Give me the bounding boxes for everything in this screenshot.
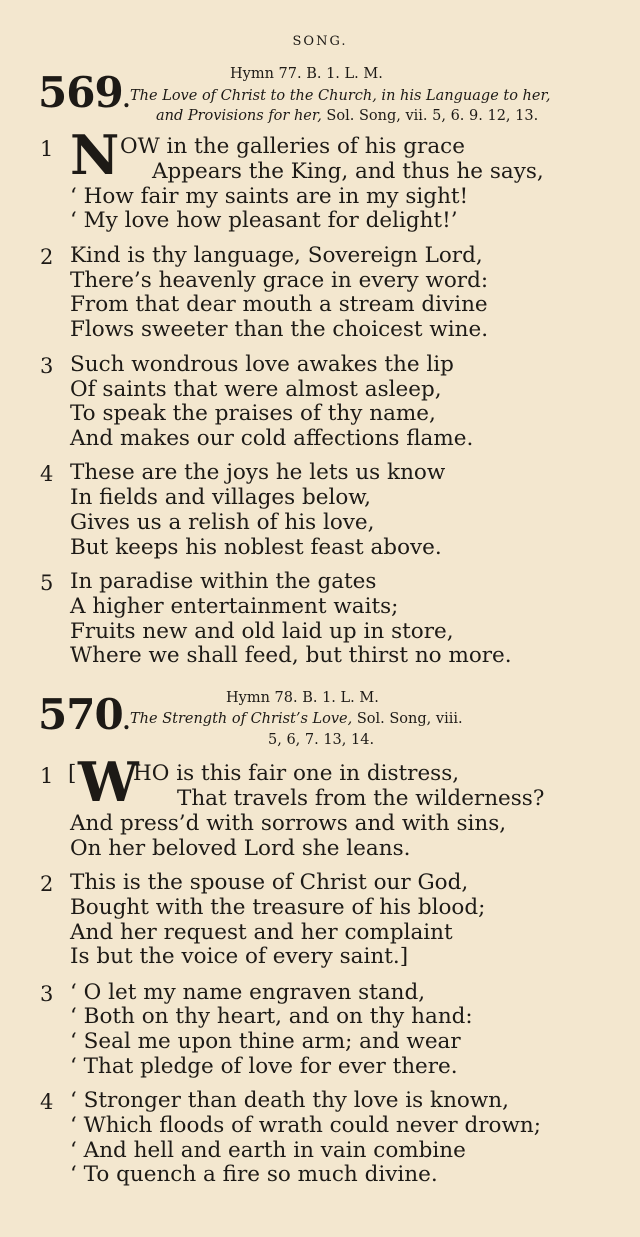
verse-line: ‘ Seal me upon thine arm; and wear (70, 1029, 461, 1054)
verse-line: HO is this fair one in distress, (133, 761, 460, 786)
verse-line: On her beloved Lord she leans. (70, 836, 411, 861)
verse-line: Fruits new and old laid up in store, (70, 619, 454, 644)
verse-line: And press’d with sorrows and with sins, (70, 811, 507, 836)
verse-line: ‘ That pledge of love for ever there. (70, 1054, 458, 1079)
verse-line: Where we shall feed, but thirst no more. (70, 643, 512, 668)
hymn-tune: Hymn 77. B. 1. L. M. (230, 66, 383, 82)
verse-line: To speak the praises of thy name, (70, 401, 436, 426)
verse-line: That travels from the wilderness? (177, 786, 545, 811)
verse-line: OW in the galleries of his grace (120, 134, 465, 159)
verse-line: From that dear mouth a stream divine (70, 292, 488, 317)
verse-line: ‘ How fair my saints are in my sight! (70, 184, 469, 209)
verse-line: Kind is thy language, Sovereign Lord, (70, 243, 483, 268)
hymn-number: 569. (38, 68, 130, 117)
page-header: SONG. (292, 34, 348, 49)
verse-line: But keeps his noblest feast above. (70, 535, 442, 560)
verse-line: Appears the King, and thus he says, (152, 159, 544, 184)
verse-line: And makes our cold affections flame. (70, 426, 474, 451)
hymn-subtitle: The Love of Christ to the Church, in his Language to her, (130, 88, 551, 104)
verse-number: 1 (40, 137, 54, 161)
verse-line: ‘ My love how pleasant for delight!’ (70, 208, 458, 233)
hymn-subtitle: The Strength of Christ’s Love, Sol. Song, viii. (130, 711, 463, 727)
verse-line: Gives us a relish of his love, (70, 510, 375, 535)
verse-line: There’s heavenly grace in every word: (70, 268, 489, 293)
verse-number: 4 (40, 462, 54, 486)
verse-line: ‘ To quench a fire so much divine. (70, 1162, 438, 1187)
verse-line: Such wondrous love awakes the lip (70, 352, 454, 377)
drop-cap: N (70, 123, 120, 187)
verse-line: This is the spouse of Christ our God, (70, 870, 469, 895)
verse-number: 5 (40, 571, 54, 595)
verse-line: Flows sweeter than the choicest wine. (70, 317, 489, 342)
hymn-subtitle-2: and Provisions for her, Sol. Song, vii. 5, 6. 9. 12, 13. (156, 108, 539, 124)
verse-line: ‘ Both on thy heart, and on thy hand: (70, 1004, 473, 1029)
verse-number: 4 (40, 1090, 54, 1114)
bracket: [ (68, 761, 77, 786)
verse-number: 2 (40, 245, 54, 269)
verse-line: Of saints that were almost asleep, (70, 377, 442, 402)
verse-line: These are the joys he lets us know (70, 460, 446, 485)
verse-line: ‘ Which floods of wrath could never drown; (70, 1113, 541, 1138)
hymn-tune: Hymn 78. B. 1. L. M. (226, 690, 379, 706)
verse-line: A higher entertainment waits; (70, 594, 399, 619)
verse-line: In paradise within the gates (70, 569, 377, 594)
hymn-number: 570. (38, 690, 130, 739)
hymn-subtitle-2: 5, 6, 7. 13, 14. (268, 732, 375, 748)
verse-number: 1 (40, 764, 54, 788)
verse-line: In fields and villages below, (70, 485, 371, 510)
verse-line: Is but the voice of every saint.] (70, 944, 409, 969)
verse-number: 3 (40, 354, 54, 378)
verse-line: ‘ And hell and earth in vain combine (70, 1138, 466, 1163)
verse-line: ‘ Stronger than death thy love is known, (70, 1088, 509, 1113)
verse-line: ‘ O let my name engraven stand, (70, 980, 426, 1005)
verse-line: And her request and her complaint (70, 920, 453, 945)
verse-number: 2 (40, 872, 54, 896)
verse-number: 3 (40, 982, 54, 1006)
drop-cap: W (78, 750, 139, 814)
verse-line: Bought with the treasure of his blood; (70, 895, 486, 920)
